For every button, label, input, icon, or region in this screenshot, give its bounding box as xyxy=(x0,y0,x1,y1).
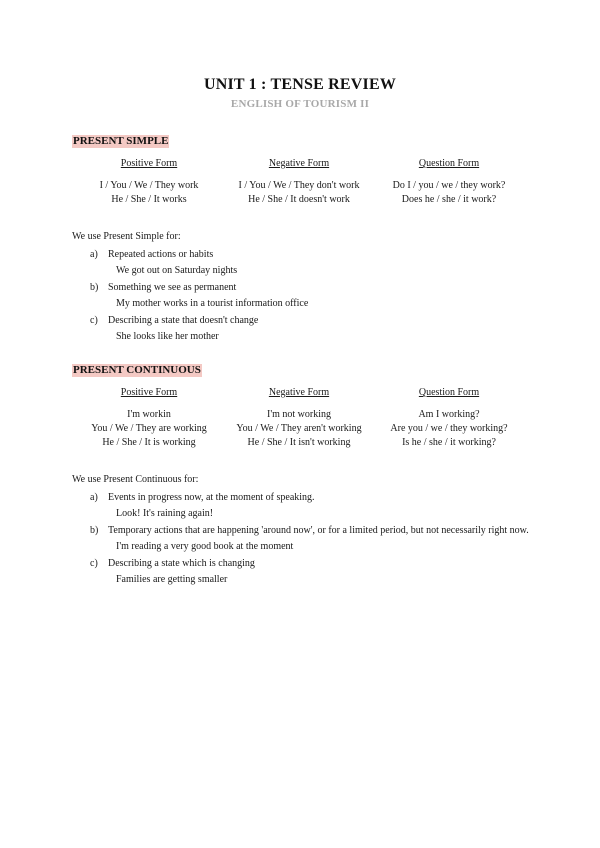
usage-text: Something we see as permanent xyxy=(108,282,237,293)
pc-positive-row: You / We / They are working xyxy=(91,423,207,434)
ps-positive-header: Positive Form xyxy=(120,158,178,169)
list-item xyxy=(72,248,542,277)
pc-negative-row: I'm not working xyxy=(266,409,332,420)
ps-usage-intro: We use Present Simple for: xyxy=(72,231,181,242)
pc-question-row: Is he / she / it working? xyxy=(402,437,496,448)
pc-usage-intro: We use Present Continuous for: xyxy=(72,474,199,485)
usage-example: Families are getting smaller xyxy=(116,574,228,585)
pc-negative-row: He / She / It isn't working xyxy=(247,437,351,448)
ps-positive-column xyxy=(74,157,224,207)
list-marker: b) xyxy=(90,525,99,536)
pc-positive-row: I'm workin xyxy=(127,409,171,420)
list-item xyxy=(72,281,542,310)
usage-example: We got out on Saturday nights xyxy=(116,265,238,276)
present-continuous-heading: PRESENT CONTINUOUS xyxy=(73,364,201,376)
pc-negative-header: Negative Form xyxy=(268,387,330,398)
pc-negative-column xyxy=(224,386,374,450)
usage-text: Events in progress now, at the moment of speaking. xyxy=(108,492,315,503)
ps-question-row: Do I / you / we / they work? xyxy=(392,180,506,191)
pc-question-header: Question Form xyxy=(418,387,480,398)
list-marker: a) xyxy=(90,249,98,260)
usage-text: Describing a state which is changing xyxy=(108,558,255,569)
list-marker: c) xyxy=(90,315,98,326)
usage-text: Describing a state that doesn't change xyxy=(108,315,259,326)
pc-question-row: Are you / we / they working? xyxy=(390,423,508,434)
ps-positive-row: He / She / It works xyxy=(111,194,187,205)
present-simple-heading: PRESENT SIMPLE xyxy=(73,135,169,147)
list-marker: a) xyxy=(90,492,98,503)
ps-usage-list xyxy=(72,248,542,347)
page-title: UNIT 1 : TENSE REVIEW xyxy=(203,76,397,93)
ps-negative-header: Negative Form xyxy=(268,158,330,169)
ps-question-column xyxy=(374,157,524,207)
usage-example: She looks like her mother xyxy=(116,331,219,342)
page-subtitle: ENGLISH OF TOURISM II xyxy=(230,98,370,110)
ps-question-row: Does he / she / it work? xyxy=(401,194,497,205)
usage-example: I'm reading a very good book at the moment xyxy=(116,541,294,552)
pc-question-column xyxy=(374,386,524,450)
list-item xyxy=(72,524,542,553)
pc-positive-header: Positive Form xyxy=(120,387,178,398)
list-item xyxy=(72,314,542,343)
list-marker: c) xyxy=(90,558,98,569)
pc-positive-row: He / She / It is working xyxy=(102,437,196,448)
ps-negative-row: He / She / It doesn't work xyxy=(248,194,350,205)
usage-text: Repeated actions or habits xyxy=(108,249,214,260)
pc-positive-column xyxy=(74,386,224,450)
ps-negative-row: I / You / We / They don't work xyxy=(238,180,360,191)
usage-text: Temporary actions that are happening 'around now', or for a limited period, but not necessarily right now. xyxy=(108,525,529,536)
list-item xyxy=(72,491,542,520)
pc-negative-row: You / We / They aren't working xyxy=(236,423,362,434)
usage-example: My mother works in a tourist information office xyxy=(116,298,309,309)
usage-example: Look! It's raining again! xyxy=(116,508,214,519)
pc-question-row: Am I working? xyxy=(418,409,480,420)
ps-negative-column xyxy=(224,157,374,207)
ps-positive-row: I / You / We / They work xyxy=(99,180,199,191)
pc-usage-list xyxy=(72,491,542,590)
list-item xyxy=(72,557,542,586)
ps-question-header: Question Form xyxy=(418,158,480,169)
list-marker: b) xyxy=(90,282,99,293)
